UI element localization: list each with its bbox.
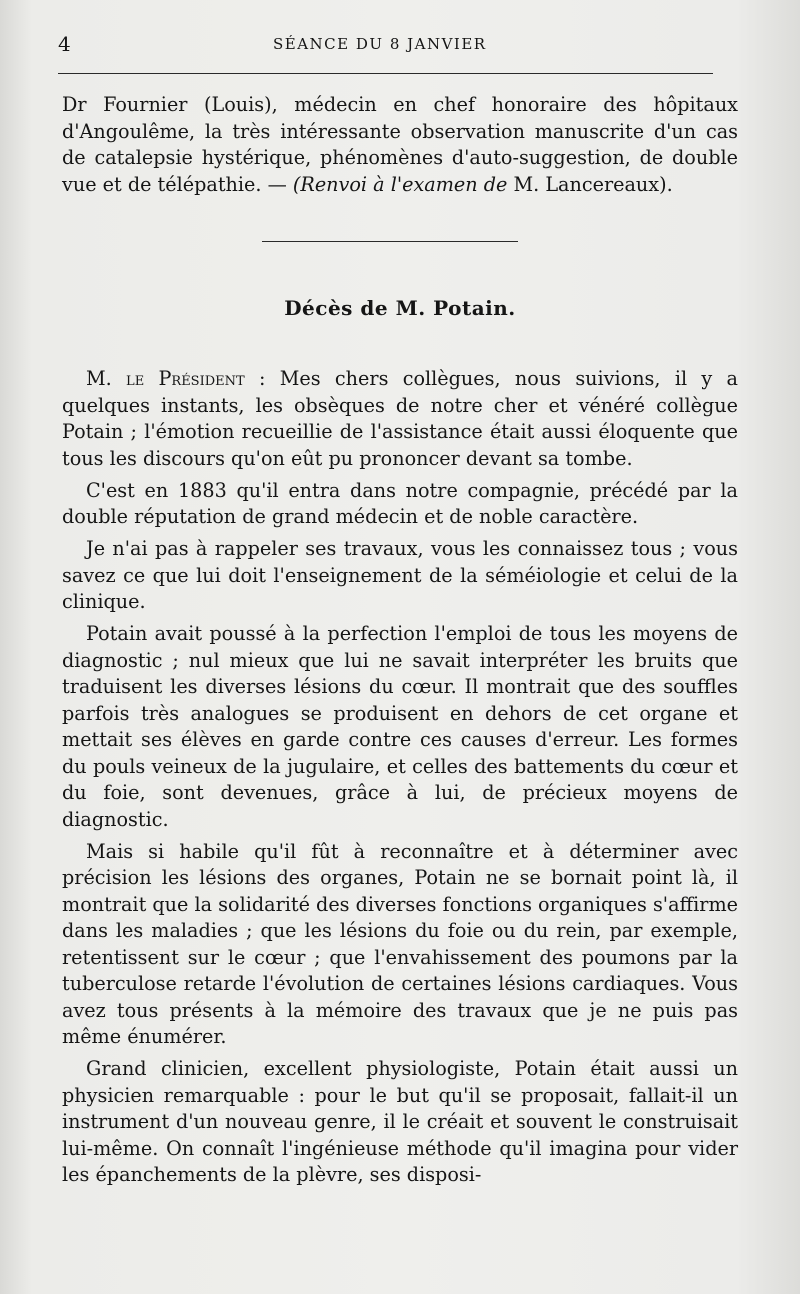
paragraph-3: Je n'ai pas à rappeler ses travaux, vous les connaissez tous ; vous savez ce que lui doit l'enseignement de la séméiologie et celui de la clinique. [62,537,738,613]
body-text [62,366,738,1194]
intro-text: Dr Fournier (Louis), médecin en chef honoraire des hôpitaux d'Angoulême, la très intéressante observation manuscrite d'un cas de catalepsie hystérique, phénomènes d'auto-suggestion, de double vue et de télépathie. — [62,93,738,196]
section-divider [262,241,518,242]
section-title: Décès de M. Potain. [284,296,516,320]
paragraph-1-text: : Mes chers collègues, nous suivions, il y a quelques instants, les obsèques de notre cher et vénéré collègue Potain ; l'émotion recueillie de l'assistance était aussi éloquente que tous les discours qu'on eût pu prononcer devant sa tombe. [62,367,738,470]
intro-paragraph [62,92,738,198]
intro-reference-name: M. Lancereaux). [507,172,673,196]
running-head [58,30,722,60]
paragraph-6: Grand clinicien, excellent physiologiste, Potain était aussi un physicien remarquable : pour le but qu'il se proposait, fallait-il un instrument d'un nouveau genre, il le créait et souvent le construisait lui-même. On connaît l'ingénieuse méthode qu'il imagina pour vider les épanchements de la plèvre, ses disposi- [62,1057,738,1186]
paragraph-4: Potain avait poussé à la perfection l'emploi de tous les moyens de diagnostic ; nul mieux que lui ne savait interpréter les bruits que traduisent les diverses lésions du cœur. Il montrait que des souffles parfois très analogues se produisent en dehors de cet organe et mettait ses élèves en garde contre ces causes d'erreur. Les formes du pouls veineux de la jugulaire, et celles des battements du cœur et du foie, sont devenues, grâce à lui, de précieux moyens de diagnostic. [62,622,738,831]
header-rule [58,73,713,74]
page-number: 4 [58,32,71,56]
speaker-name: M. le Président [86,367,245,390]
paragraph-1 [62,366,738,472]
paragraph-2: C'est en 1883 qu'il entra dans notre compagnie, précédé par la double réputation de grand médecin et de noble caractère. [62,478,738,528]
running-head-title: SÉANCE DU 8 JANVIER [273,35,487,53]
paragraph-5: Mais si habile qu'il fût à reconnaître et à déterminer avec précision les lésions des organes, Potain ne se bornait point là, il montrait que la solidarité des diverses fonctions organiques s'affirme dans les maladies ; que les lésions du foie ou du rein, par exemple, retentissent sur le cœur ; que l'envahissement des poumons par la tuberculose retarde l'évolution de certaines lésions cardiaques. Vous avez tous présents à la mémoire des travaux que je ne puis pas même énumérer. [62,839,738,1048]
intro-reference: (Renvoi à l'examen de [292,172,508,196]
